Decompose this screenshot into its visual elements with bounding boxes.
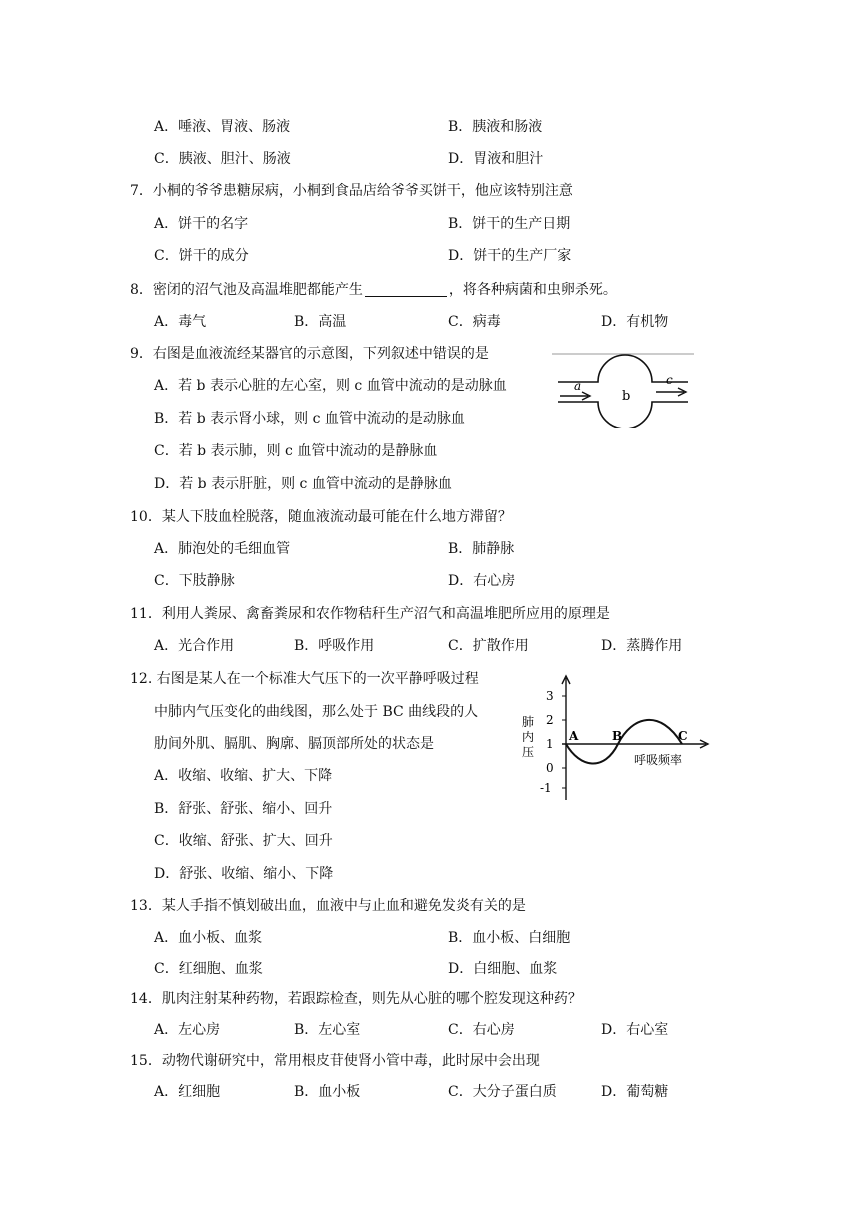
q8-stem	[130, 281, 617, 299]
point-c-label: C	[678, 729, 688, 743]
label-c: c	[666, 373, 673, 387]
q8-answer-blank	[365, 282, 447, 297]
q8-stem-after: ，将各种病菌和虫卵杀死。	[448, 282, 617, 298]
q12-option-b: B．舒张、舒张、缩小、回升	[154, 801, 333, 817]
q11-stem: 11．利用人粪尿、禽畜粪尿和农作物秸秆生产沼气和高温堆肥所应用的原理是	[130, 606, 610, 622]
blood-flow-diagram	[548, 348, 698, 428]
q14-option-c: C．右心房	[448, 1022, 515, 1038]
y-tick-0: 0	[546, 761, 554, 775]
q10-option-d: D．右心房	[448, 573, 516, 589]
x-axis-label: 呼吸频率	[634, 753, 683, 767]
y-axis-label: 肺内压	[522, 715, 535, 759]
point-a-label: A	[569, 729, 579, 743]
q10-option-c: C．下肢静脉	[154, 573, 235, 589]
q13-stem: 13．某人手指不慎划破出血，血液中与止血和避免发炎有关的是	[130, 898, 526, 914]
q12-stem-line3: 肋间外肌、膈肌、胸廓、膈顶部所处的状态是	[154, 736, 434, 752]
q6-option-a: A．唾液、胃液、肠液	[154, 119, 291, 135]
q7-option-c: C．饼干的成分	[154, 248, 249, 264]
q8-option-c: C．病毒	[448, 314, 501, 330]
q12-option-a: A．收缩、收缩、扩大、下降	[154, 768, 333, 784]
q9-option-a: A．若 b 表示心脏的左心室，则 c 血管中流动的是动脉血	[154, 378, 507, 394]
y-tick-neg1: -1	[540, 781, 552, 795]
lung-pressure-graph	[518, 672, 714, 806]
q11-option-c: C．扩散作用	[448, 638, 529, 654]
q7-stem: 7．小桐的爷爷患糖尿病，小桐到食品店给爷爷买饼干，他应该特别注意	[130, 183, 573, 199]
q13-option-a: A．血小板、血浆	[154, 930, 263, 946]
q15-option-a: A．红细胞	[154, 1084, 221, 1100]
q11-option-b: B．呼吸作用	[294, 638, 375, 654]
y-tick-1: 1	[546, 737, 554, 751]
q14-stem: 14．肌肉注射某种药物，若跟踪检查，则先从心脏的哪个腔发现这种药？	[130, 991, 582, 1007]
q10-option-b: B．肺静脉	[448, 541, 515, 557]
q7-option-d: D．饼干的生产厂家	[448, 248, 572, 264]
q8-option-b: B．高温	[294, 314, 347, 330]
q8-option-a: A．毒气	[154, 314, 207, 330]
y-tick-2: 2	[546, 713, 554, 727]
q14-option-d: D．右心室	[601, 1022, 669, 1038]
q12-option-c: C．收缩、舒张、扩大、回升	[154, 833, 333, 849]
point-b-label: B	[612, 729, 623, 743]
q12-stem-line1: 12. 右图是某人在一个标准大气压下的一次平静呼吸过程	[130, 671, 479, 687]
label-a: a	[574, 379, 582, 393]
q14-option-a: A．左心房	[154, 1022, 221, 1038]
q8-option-d: D．有机物	[601, 314, 669, 330]
q10-stem: 10．某人下肢血栓脱落，随血液流动最可能在什么地方滞留？	[130, 509, 512, 525]
q7-option-b: B．饼干的生产日期	[448, 216, 571, 232]
q13-option-d: D．白细胞、血浆	[448, 961, 558, 977]
q14-option-b: B．左心室	[294, 1022, 361, 1038]
q13-option-c: C．红细胞、血浆	[154, 961, 263, 977]
q15-option-b: B．血小板	[294, 1084, 361, 1100]
q6-option-b: B．胰液和肠液	[448, 119, 543, 135]
q11-option-a: A．光合作用	[154, 638, 235, 654]
label-b: b	[622, 389, 631, 404]
q9-option-d: D．若 b 表示肝脏，则 c 血管中流动的是静脉血	[154, 476, 452, 492]
q15-option-c: C．大分子蛋白质	[448, 1084, 557, 1100]
q7-option-a: A．饼干的名字	[154, 216, 249, 232]
q8-stem-before: 8．密闭的沼气池及高温堆肥都能产生	[130, 282, 363, 298]
q13-option-b: B．血小板、白细胞	[448, 930, 571, 946]
y-tick-3: 3	[546, 689, 554, 703]
q10-option-a: A．肺泡处的毛细血管	[154, 541, 291, 557]
q9-option-b: B．若 b 表示肾小球，则 c 血管中流动的是动脉血	[154, 411, 465, 427]
q9-option-c: C．若 b 表示肺，则 c 血管中流动的是静脉血	[154, 443, 438, 459]
q15-stem: 15．动物代谢研究中，常用根皮苷使肾小管中毒，此时尿中会出现	[130, 1053, 540, 1069]
q12-option-d: D．舒张、收缩、缩小、下降	[154, 866, 334, 882]
q11-option-d: D．蒸腾作用	[601, 638, 683, 654]
q6-option-d: D．胃液和胆汁	[448, 151, 544, 167]
q15-option-d: D．葡萄糖	[601, 1084, 669, 1100]
q12-stem-line2: 中肺内气压变化的曲线图，那么处于 BC 曲线段的人	[154, 704, 479, 720]
q9-stem: 9．右图是血液流经某器官的示意图，下列叙述中错误的是	[130, 346, 489, 362]
q6-option-c: C．胰液、胆汁、肠液	[154, 151, 291, 167]
